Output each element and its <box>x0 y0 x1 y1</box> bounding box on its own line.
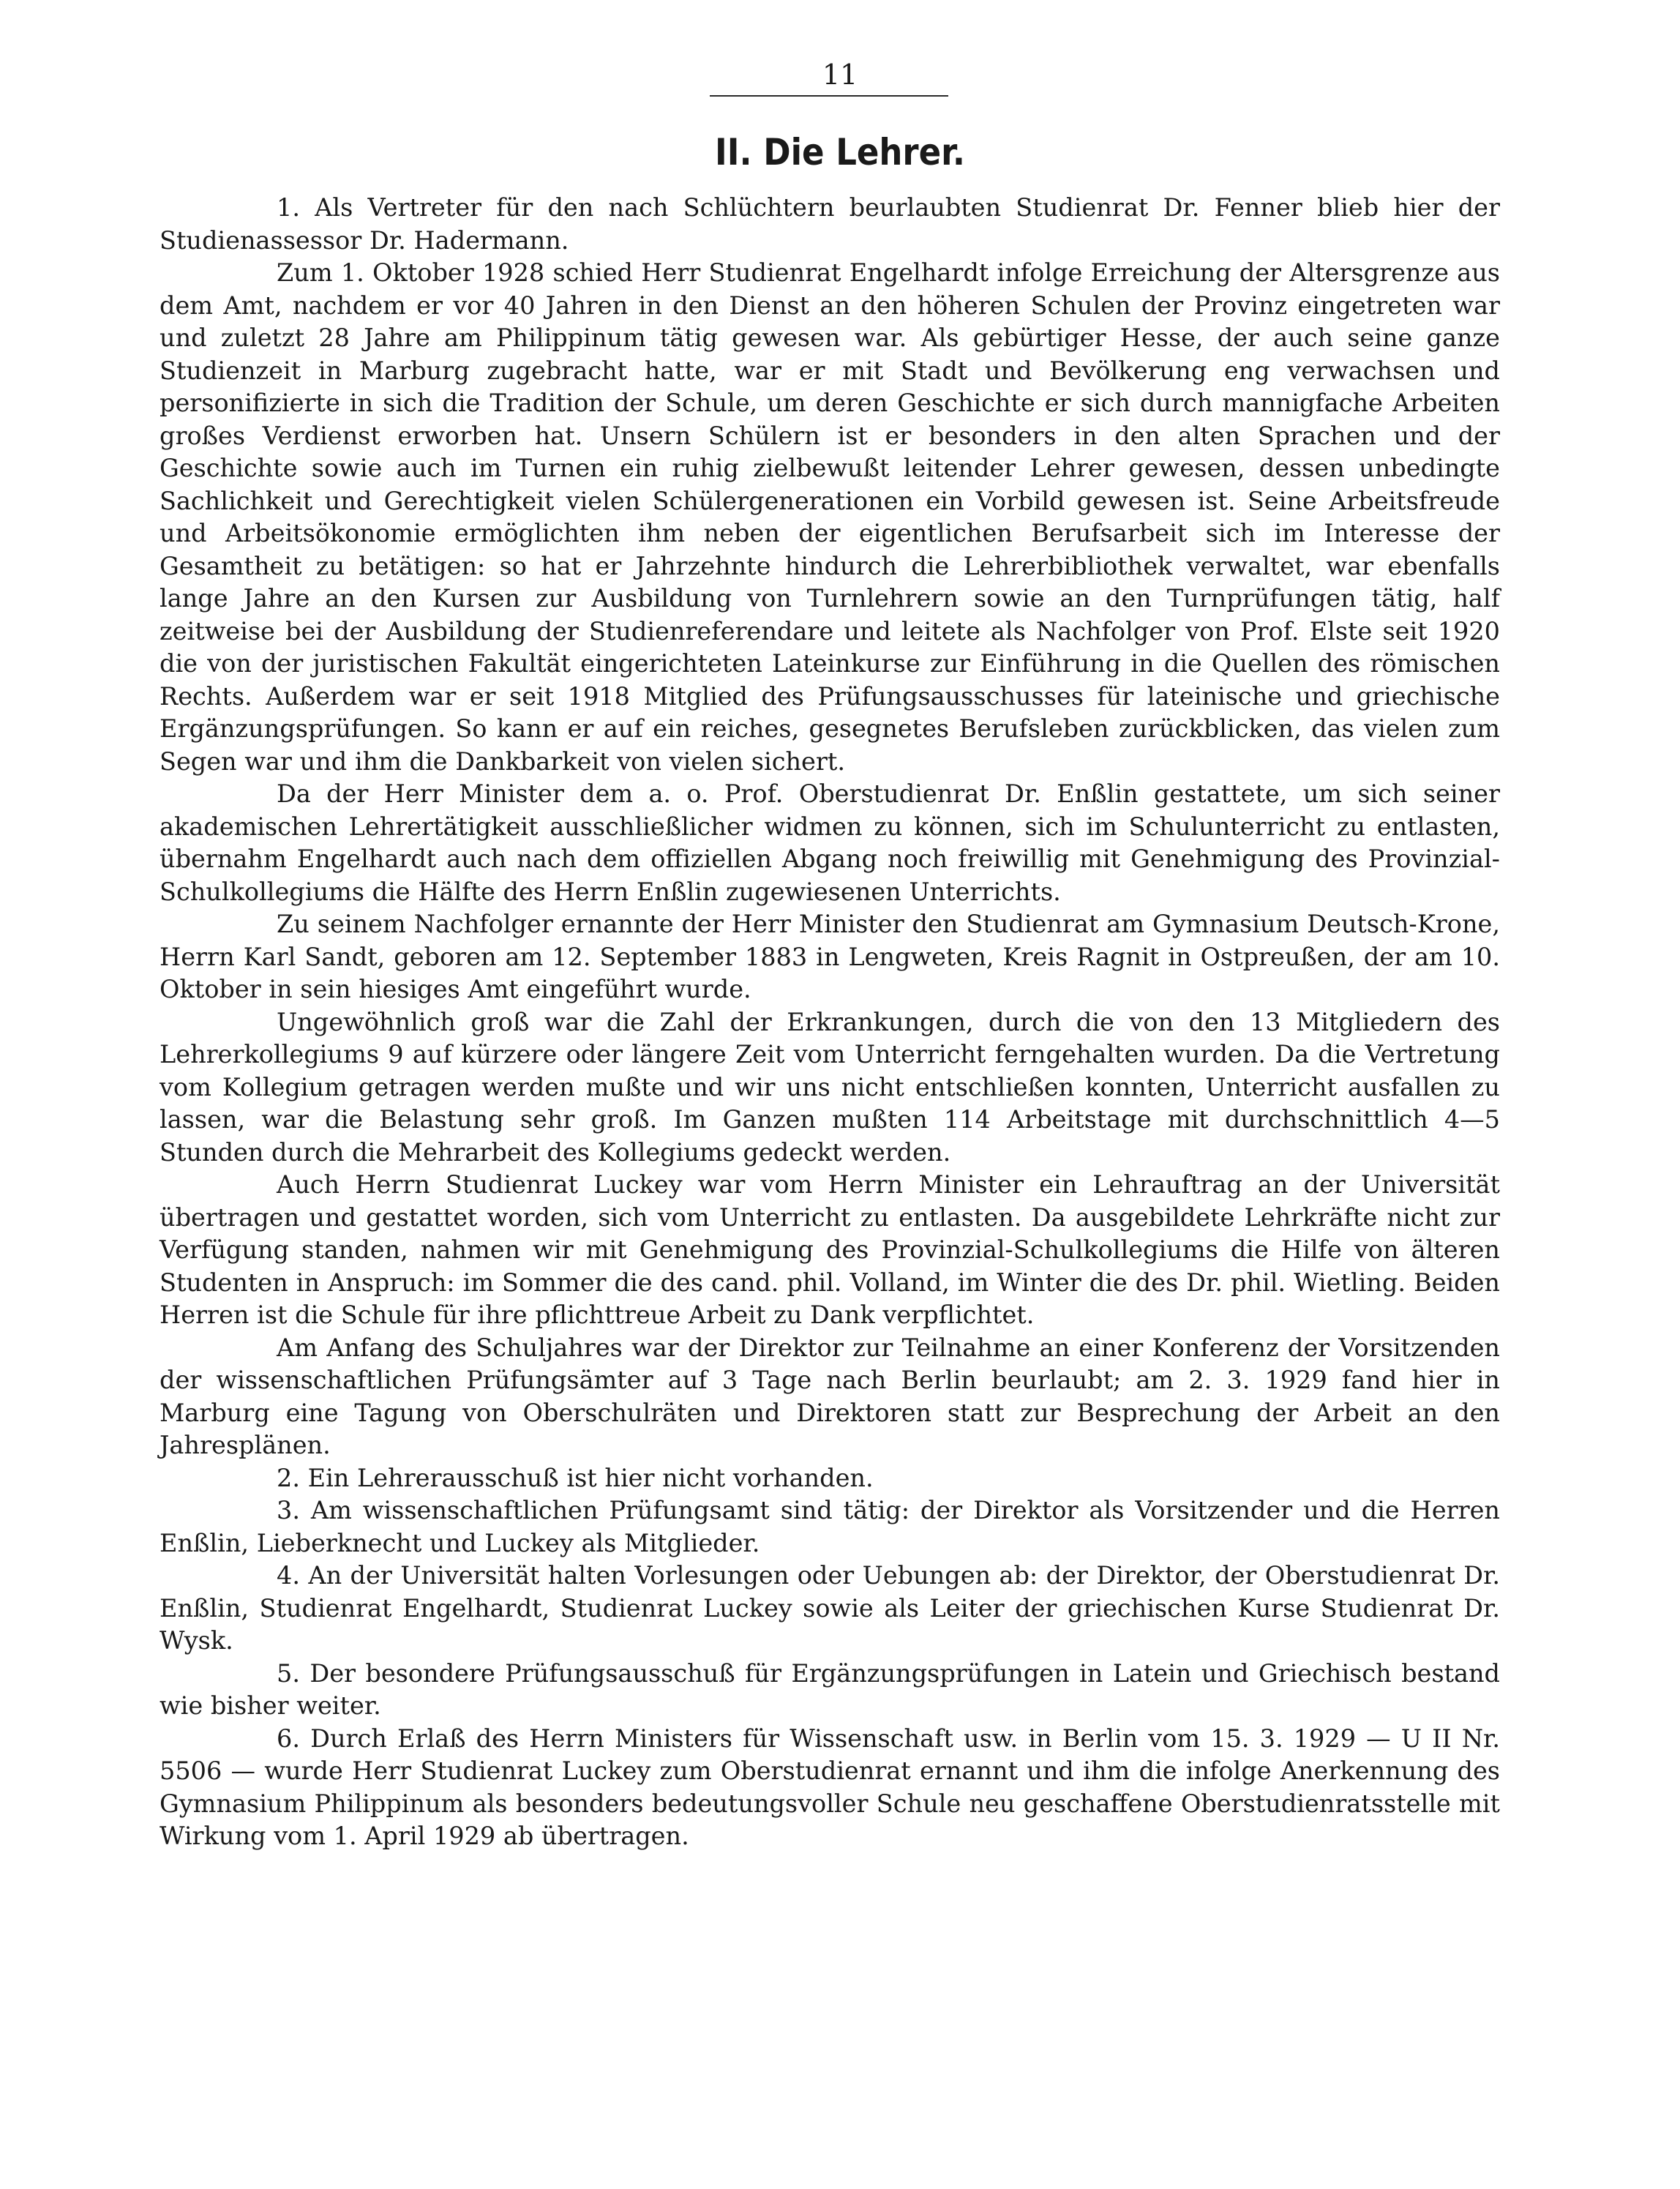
header-rule <box>710 95 948 97</box>
paragraph-2: Zum 1. Oktober 1928 schied Herr Studienrat Engelhardt infolge Erreichung der Altersgrenze aus dem Amt, nachdem er vor 40 Jahren in den Dienst an den höheren Schulen der Provinz eingetreten war und zuletzt 28 Jahre am Philippinum tätig gewesen war. Als gebürtiger Hesse, der auch seine ganze Studienzeit in Marburg zugebracht hatte, war er mit Stadt und Bevölkerung eng verwachsen und personifizierte in sich die Tradition der Schule, um deren Geschichte er sich durch mannigfache Arbeiten großes Verdienst erworben hat. Unsern Schülern ist er besonders in den alten Sprachen und der Geschichte sowie auch im Turnen ein ruhig zielbewußt leitender Lehrer gewesen, dessen unbedingte Sachlichkeit und Gerechtigkeit vielen Schülergenerationen ein Vorbild gewesen ist. Seine Arbeitsfreude und Arbeitsökonomie ermöglichten ihm neben der eigentlichen Berufsarbeit sich im Interesse der Gesamtheit zu betätigen: so hat er Jahrzehnte hindurch die Lehrerbibliothek verwaltet, war ebenfalls lange Jahre an den Kursen zur Ausbildung von Turnlehrern sowie an den Turnprüfungen tätig, half zeitweise bei der Ausbildung der Studienreferendare und leitete als Nachfolger von Prof. Elste seit 1920 die von der juristischen Fakultät eingerichteten Lateinkurse zur Einführung in die Quellen des römischen Rechts. Außerdem war er seit 1918 Mitglied des Prüfungsausschusses für lateinische und griechische Ergänzungsprüfungen. So kann er auf ein reiches, gesegnetes Berufsleben zurückblicken, das vielen zum Segen war und ihm die Dankbarkeit von vielen sichert. <box>160 258 1500 776</box>
paragraph-8: 2. Ein Lehrerausschuß ist hier nicht vorhanden. <box>277 1463 874 1492</box>
paragraph-7: Am Anfang des Schuljahres war der Direktor zur Teilnahme an einer Konferenz der Vorsitzenden der wissenschaftlichen Prüfungsämter auf 3 Tage nach Berlin beurlaubt; am 2. 3. 1929 fand hier in Marburg eine Tagung von Oberschulräten und Direktoren statt zur Besprechung der Arbeit an den Jahresplänen. <box>160 1333 1500 1459</box>
paragraph-4: Zu seinem Nachfolger ernannte der Herr Minister den Studienrat am Gymnasium Deutsch-Krone, Herrn Karl Sandt, geboren am 12. September 1883 in Lengweten, Kreis Ragnit in Ostpreußen, der am 10. Oktober in sein hiesiges Amt eingeführt wurde. <box>160 910 1500 1003</box>
paragraph-3: Da der Herr Minister dem a. o. Prof. Oberstudienrat Dr. Enßlin gestattete, um sich seiner akademischen Lehrertätigkeit ausschließlicher widmen zu können, sich im Schulunterricht zu entlasten, übernahm Engelhardt auch nach dem offiziellen Abgang noch freiwillig mit Genehmigung des Provinzial-Schulkollegiums die Hälfte des Herrn Enßlin zugewiesenen Unterrichts. <box>160 779 1500 906</box>
paragraph-12: 6. Durch Erlaß des Herrn Ministers für Wissenschaft usw. in Berlin vom 15. 3. 1929 — U II Nr. 5506 — wurde Herr Studienrat Luckey zum Oberstudienrat ernannt und ihm die infolge Anerkennung des Gymnasium Philippinum als besonders bedeutungsvoller Schule neu geschaffene Oberstudienratsstelle mit Wirkung vom 1. April 1929 ab übertragen. <box>160 1724 1500 1850</box>
page-number: 11 <box>822 59 858 91</box>
paragraph-1: 1. Als Vertreter für den nach Schlüchtern beurlaubten Studienrat Dr. Fenner blieb hier der Studienassessor Dr. Hadermann. <box>160 193 1500 255</box>
paragraph-9: 3. Am wissenschaftlichen Prüfungsamt sind tätig: der Direktor als Vorsitzender und die Herren Enßlin, Lieberknecht und Luckey als Mitglieder. <box>160 1496 1500 1557</box>
paragraph-6: Auch Herrn Studienrat Luckey war vom Herrn Minister ein Lehrauftrag an der Universität übertragen und gestattet worden, sich vom Unterricht zu entlasten. Da ausgebildete Lehrkräfte nicht zur Verfügung standen, nahmen wir mit Genehmigung des Provinzial-Schulkollegiums die Hilfe von älteren Studenten in Anspruch: im Sommer die des cand. phil. Volland, im Winter die des Dr. phil. Wietling. Beiden Herren ist die Schule für ihre pflichttreue Arbeit zu Dank verpflichtet. <box>160 1170 1500 1329</box>
body-text <box>160 192 1500 1853</box>
paragraph-5: Ungewöhnlich groß war die Zahl der Erkrankungen, durch die von den 13 Mitgliedern des Lehrerkollegiums 9 auf kürzere oder längere Zeit vom Unterricht ferngehalten wurden. Da die Vertretung vom Kollegium getragen werden mußte und wir uns nicht entschließen konnten, Unterricht ausfallen zu lassen, war die Belastung sehr groß. Im Ganzen mußten 114 Arbeitstage mit durchschnittlich 4—5 Stunden durch die Mehrarbeit des Kollegiums gedeckt werden. <box>160 1007 1500 1167</box>
paragraph-10: 4. An der Universität halten Vorlesungen oder Uebungen ab: der Direktor, der Oberstudienrat Dr. Enßlin, Studienrat Engelhardt, Studienrat Luckey sowie als Leiter der griechischen Kurse Studienrat Dr. Wysk. <box>160 1561 1500 1655</box>
paragraph-11: 5. Der besondere Prüfungsausschuß für Ergänzungsprüfungen in Latein und Griechisch bestand wie bisher weiter. <box>160 1658 1500 1720</box>
section-heading: II. Die Lehrer. <box>714 131 966 173</box>
